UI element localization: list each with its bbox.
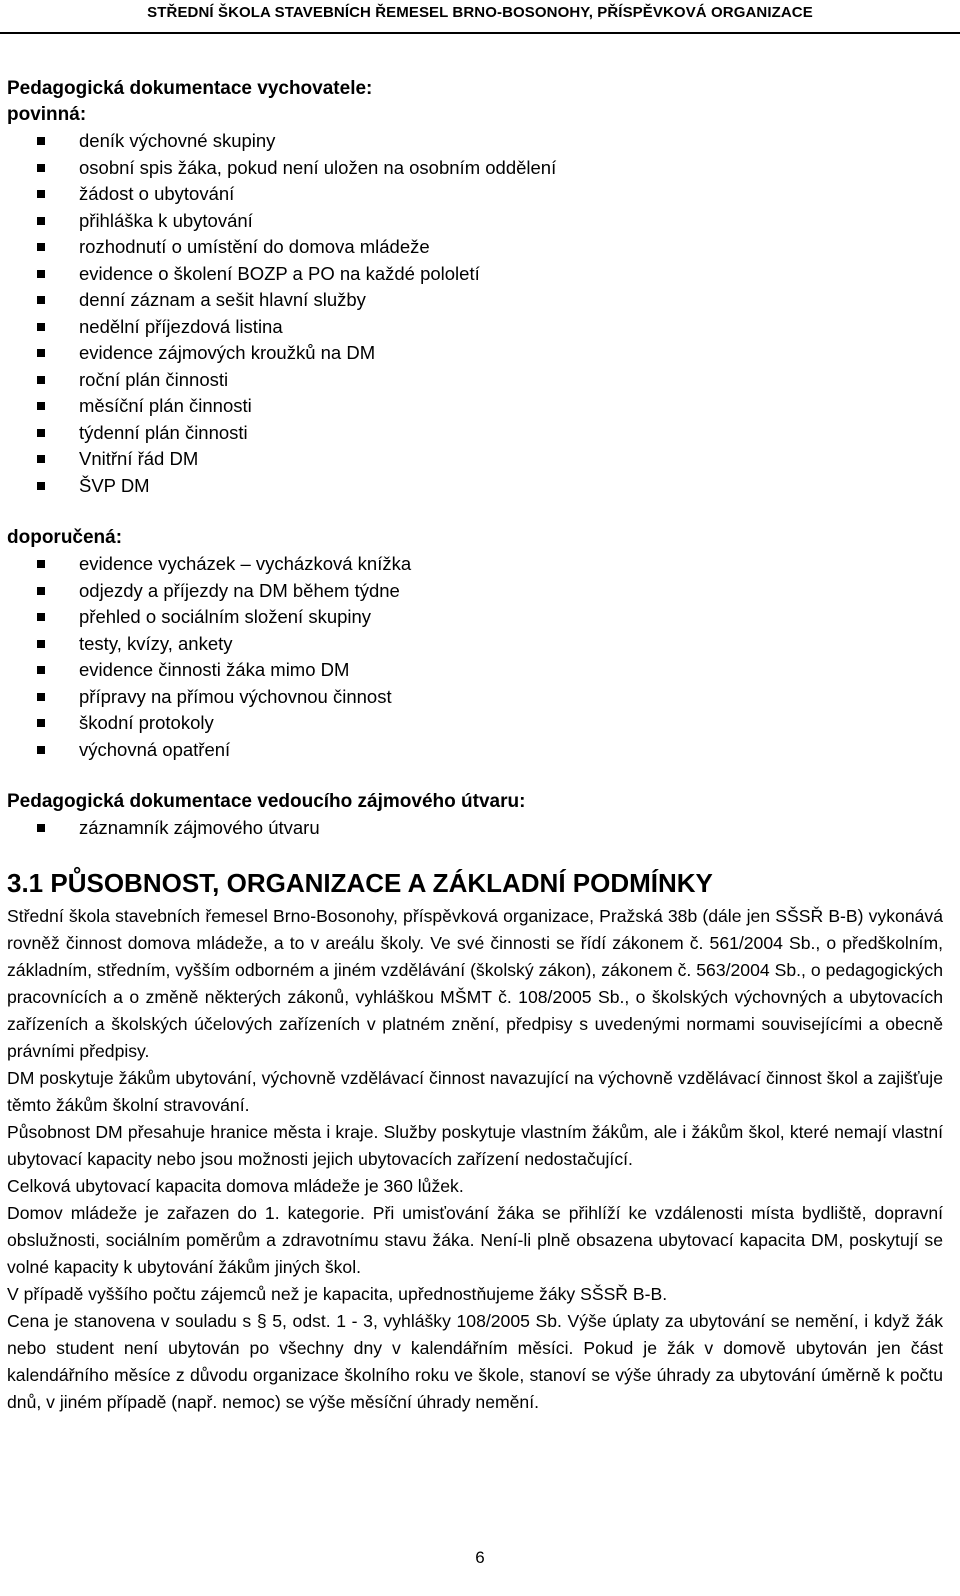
chapter-paragraph: Domov mládeže je zařazen do 1. kategorie. Při umisťování žáka se přihlíží ke vzdálenosti místa bydliště, dopravní obslužnosti, sociálním poměrům a zdravotnímu stavu žáka. Není-li plně obsazena ubytovací kapacita DM, poskytují se volné kapacity k ubytování žákům jiných škol.	[7, 1203, 943, 1277]
list-item	[7, 340, 952, 367]
list-item	[7, 367, 952, 394]
header-divider	[0, 32, 960, 34]
list-item-text: odjezdy a příjezdy na DM během týdne	[79, 579, 400, 601]
chapter-paragraph: Působnost DM přesahuje hranice města i kraje. Služby poskytuje vlastním žákům, ale i žákům škol, které nemají vlastní ubytovací kapacity nebo jsou možnosti jejich ubytovacích zařízení nedostačující.	[7, 1122, 943, 1169]
list-item	[7, 314, 952, 341]
list-item-text: přihláška k ubytování	[79, 209, 253, 231]
bullet-square-icon	[37, 746, 45, 754]
bullet-square-icon	[37, 587, 45, 595]
mandatory-list	[7, 128, 952, 499]
mandatory-label: povinná:	[7, 104, 87, 125]
list-item-text: evidence o školení BOZP a PO na každé pololetí	[79, 262, 480, 284]
bullet-square-icon	[37, 482, 45, 490]
list-item	[7, 815, 952, 842]
educator-docs-section	[7, 76, 952, 499]
list-item	[7, 737, 952, 764]
chapter-paragraph: V případě vyššího počtu zájemců než je kapacita, upřednostňujeme žáky SŠSŘ B-B.	[7, 1284, 668, 1304]
list-item-text: škodní protokoly	[79, 712, 214, 733]
bullet-square-icon	[37, 349, 45, 357]
list-item-text: týdenní plán činnosti	[79, 421, 248, 443]
bullet-square-icon	[37, 719, 45, 727]
bullet-square-icon	[37, 217, 45, 225]
club-docs-section	[7, 789, 952, 842]
recommended-section	[7, 525, 952, 763]
list-item	[7, 631, 952, 658]
list-item-text: evidence činnosti žáka mimo DM	[79, 659, 350, 680]
chapter-paragraph: Cena je stanovena v souladu s § 5, odst. 1 - 3, vyhlášky 108/2005 Sb. Výše úplaty za ubytování se nemění, i když žák nebo student není ubytován po všechny dny v kalendářním měsíci. Pokud je žák v domově ubytován jen část kalendářního měsíce z důvodu organizace školního roku ve škole, stanoví se výše úhrady za ubytování úměrně k počtu dnů, v jiném případě (např. nemoc) se výše měsíční úhrady nemění.	[7, 1311, 943, 1412]
list-item	[7, 128, 952, 155]
bullet-square-icon	[37, 376, 45, 384]
club-docs-list	[7, 815, 952, 842]
bullet-square-icon	[37, 137, 45, 145]
list-item	[7, 181, 952, 208]
list-item	[7, 420, 952, 447]
bullet-square-icon	[37, 613, 45, 621]
list-item-text: přehled o sociálním složení skupiny	[79, 606, 372, 627]
chapter-title: 3.1 PŮSOBNOST, ORGANIZACE A ZÁKLADNÍ PODMÍNKY	[7, 868, 713, 898]
bullet-square-icon	[37, 296, 45, 304]
list-item	[7, 234, 952, 261]
list-item-text: osobní spis žáka, pokud není uložen na osobním oddělení	[79, 156, 557, 178]
list-item	[7, 393, 952, 420]
recommended-list	[7, 551, 952, 763]
page-number: 6	[475, 1548, 485, 1567]
list-item	[7, 604, 952, 631]
chapter-paragraph: Střední škola stavebních řemesel Brno-Bosonohy, příspěvková organizace, Pražská 38b (dále jen SŠSŘ B-B) vykonává rovněž činnost domova mládeže, a to v areálu školy. Ve své činnosti se řídí zákonem č. 561/2004 Sb., o předškolním, základním, středním, vyšším odborném a jiném vzdělávání (školský zákon), zákonem č. 563/2004 Sb., o pedagogických pracovnících a o změně některých zákonů, vyhláškou MŠMT č. 108/2005 Sb., o školských výchovných a ubytovacích zařízeních a školských účelových zařízeních v platném znění, předpisy s uvedenými normami souvisejícími a obecně právními předpisy.	[7, 906, 943, 1061]
list-item	[7, 657, 952, 684]
chapter-paragraph: Celková ubytovací kapacita domova mládeže je 360 lůžek.	[7, 1176, 464, 1196]
bullet-square-icon	[37, 270, 45, 278]
list-item-text: nedělní příjezdová listina	[79, 315, 283, 337]
list-item-text: denní záznam a sešit hlavní služby	[79, 289, 366, 310]
list-item-text: žádost o ubytování	[79, 183, 235, 204]
bullet-square-icon	[37, 190, 45, 198]
list-item	[7, 287, 952, 314]
list-item	[7, 684, 952, 711]
list-item-text: testy, kvízy, ankety	[79, 632, 233, 654]
club-docs-heading: Pedagogická dokumentace vedoucího zájmového útvaru:	[7, 791, 526, 812]
bullet-square-icon	[37, 666, 45, 674]
bullet-square-icon	[37, 455, 45, 463]
list-item	[7, 551, 952, 578]
bullet-square-icon	[37, 429, 45, 437]
page-header: STŘEDNÍ ŠKOLA STAVEBNÍCH ŘEMESEL BRNO-BOSONOHY, PŘÍSPĚVKOVÁ ORGANIZACE	[147, 4, 813, 21]
list-item-text: rozhodnutí o umístění do domova mládeže	[79, 236, 430, 257]
list-item	[7, 446, 952, 473]
list-item-text: evidence vycházek – vycházková knížka	[79, 553, 412, 574]
list-item-text: ŠVP DM	[79, 474, 150, 496]
bullet-square-icon	[37, 243, 45, 251]
list-item-text: roční plán činnosti	[79, 368, 229, 390]
chapter-body	[7, 903, 943, 1416]
list-item	[7, 578, 952, 605]
list-item-text: Vnitřní řád DM	[79, 448, 199, 469]
list-item-text: výchovná opatření	[79, 738, 231, 760]
list-item-text: záznamník zájmového útvaru	[79, 817, 320, 838]
bullet-square-icon	[37, 640, 45, 648]
bullet-square-icon	[37, 693, 45, 701]
list-item	[7, 208, 952, 235]
bullet-square-icon	[37, 323, 45, 331]
educator-docs-heading: Pedagogická dokumentace vychovatele:	[7, 78, 373, 99]
list-item	[7, 710, 952, 737]
list-item	[7, 261, 952, 288]
list-item-text: přípravy na přímou výchovnou činnost	[79, 685, 392, 707]
list-item-text: evidence zájmových kroužků na DM	[79, 342, 376, 363]
bullet-square-icon	[37, 824, 45, 832]
list-item-text: deník výchovné skupiny	[79, 130, 276, 151]
list-item	[7, 155, 952, 182]
chapter-paragraph: DM poskytuje žákům ubytování, výchovně vzdělávací činnost navazující na výchovně vzdělávací činnost škol a zajišťuje těmto žákům školní stravování.	[7, 1068, 943, 1115]
list-item-text: měsíční plán činnosti	[79, 395, 252, 416]
bullet-square-icon	[37, 402, 45, 410]
list-item	[7, 473, 952, 500]
recommended-label: doporučená:	[7, 527, 123, 548]
bullet-square-icon	[37, 164, 45, 172]
bullet-square-icon	[37, 560, 45, 568]
